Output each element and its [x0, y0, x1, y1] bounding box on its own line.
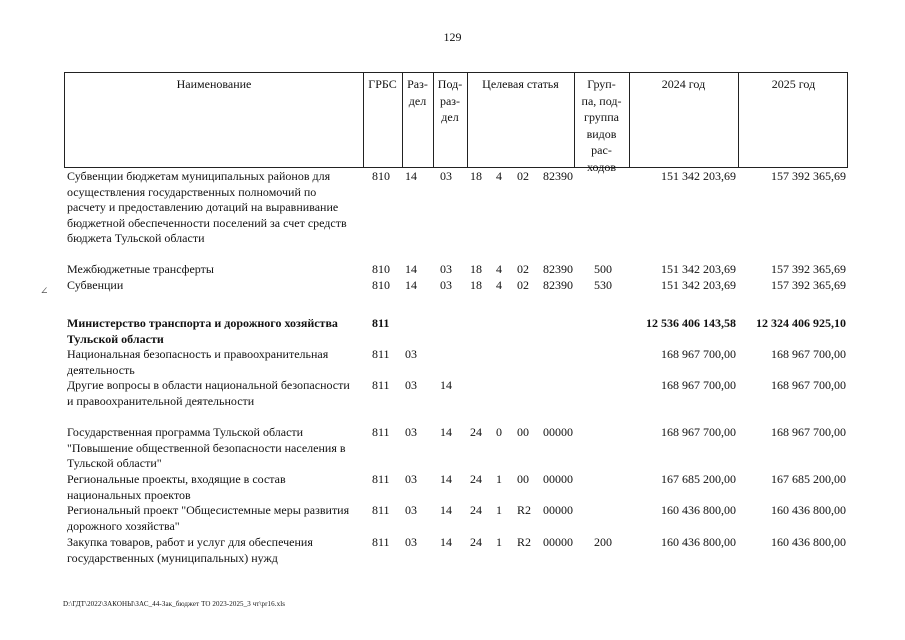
- cell-t3: 02: [517, 262, 529, 276]
- header-podrazdel: Под- раз- дел: [437, 77, 463, 124]
- cell-y2025: 157 392 365,69: [771, 278, 846, 292]
- cell-t2: 4: [496, 169, 502, 183]
- cell-t3: R2: [517, 535, 532, 549]
- cell-razdel: 03: [405, 535, 417, 549]
- cell-t3: 02: [517, 169, 529, 183]
- cell-y2024: 168 967 700,00: [661, 378, 736, 392]
- cell-razdel: 03: [405, 347, 417, 361]
- cell-group: 530: [594, 278, 612, 292]
- row-name: Субвенции: [67, 278, 124, 292]
- cell-grbs: 811: [372, 425, 390, 439]
- cell-t2: 1: [496, 472, 502, 486]
- row-name: Министерство транспорта и дорожного хозяйства Тульской области: [67, 316, 338, 346]
- row-name: Национальная безопасность и правоохранительная деятельность: [67, 347, 329, 377]
- cell-y2024: 168 967 700,00: [661, 425, 736, 439]
- cell-t1: 24: [470, 425, 482, 439]
- cell-group: 200: [594, 535, 612, 549]
- cell-y2025: 168 967 700,00: [771, 347, 846, 361]
- row-name: Межбюджетные трансферты: [67, 262, 214, 276]
- cell-t3: 00: [517, 425, 529, 439]
- cell-y2025: 160 436 800,00: [771, 503, 846, 517]
- cell-y2025: 168 967 700,00: [771, 378, 846, 392]
- cell-podrazdel: 14: [440, 425, 452, 439]
- cell-podrazdel: 14: [440, 472, 452, 486]
- cell-t2: 4: [496, 278, 502, 292]
- cell-t1: 24: [470, 535, 482, 549]
- header-grbs: ГРБС: [368, 77, 397, 91]
- cell-y2025: 157 392 365,69: [771, 169, 846, 183]
- header-razdel: Раз- дел: [407, 77, 428, 108]
- row-name: Субвенции бюджетам муниципальных районов для осуществления государственных полномочий по расчету и предоставлению дотаций на выравнивание бюджетной обеспеченности поселений за счет средств бюджета Тульской области: [67, 169, 347, 245]
- cell-y2025: 168 967 700,00: [771, 425, 846, 439]
- cell-razdel: 03: [405, 472, 417, 486]
- cell-group: 500: [594, 262, 612, 276]
- header-2024: 2024 год: [661, 77, 706, 91]
- cell-t2: 1: [496, 535, 502, 549]
- cell-t3: 02: [517, 278, 529, 292]
- cell-razdel: 14: [405, 169, 417, 183]
- cell-podrazdel: 14: [440, 535, 452, 549]
- cell-podrazdel: 03: [440, 262, 452, 276]
- cell-y2024: 160 436 800,00: [661, 503, 736, 517]
- scan-mark: ∠: [40, 286, 49, 297]
- cell-t3: 00: [517, 472, 529, 486]
- cell-razdel: 03: [405, 378, 417, 392]
- cell-t1: 18: [470, 278, 482, 292]
- file-path-footer: D:\ГДТ\2022\ЗАКОНЫ\ЗАС_44-Зак_бюджет ТО 2023-2025_3 чт\pr16.xls: [63, 600, 286, 608]
- row-name: Региональные проекты, входящие в состав национальных проектов: [67, 472, 286, 502]
- cell-y2024: 151 342 203,69: [661, 169, 736, 183]
- cell-t2: 0: [496, 425, 502, 439]
- cell-t1: 24: [470, 503, 482, 517]
- cell-t2: 4: [496, 262, 502, 276]
- cell-t4: 00000: [543, 425, 573, 439]
- row-name: Закупка товаров, работ и услуг для обеспечения государственных (муниципальных) нужд: [67, 535, 313, 565]
- header-name: Наименование: [176, 77, 252, 91]
- cell-grbs: 811: [372, 535, 390, 549]
- cell-y2025: 12 324 406 925,10: [756, 316, 846, 330]
- cell-y2024: 168 967 700,00: [661, 347, 736, 361]
- cell-y2025: 167 685 200,00: [771, 472, 846, 486]
- cell-grbs: 811: [372, 347, 390, 361]
- cell-podrazdel: 03: [440, 278, 452, 292]
- cell-t1: 18: [470, 169, 482, 183]
- cell-razdel: 03: [405, 503, 417, 517]
- page-number: 129: [443, 30, 462, 44]
- cell-y2024: 151 342 203,69: [661, 262, 736, 276]
- cell-podrazdel: 14: [440, 378, 452, 392]
- header-target-article: Целевая статья: [482, 77, 559, 91]
- cell-t1: 24: [470, 472, 482, 486]
- table-header: [64, 72, 848, 174]
- header-expense-group: Груп- па, под- группа видов рас- ходов: [581, 77, 622, 174]
- cell-t2: 1: [496, 503, 502, 517]
- cell-y2024: 167 685 200,00: [661, 472, 736, 486]
- cell-grbs: 811: [372, 472, 390, 486]
- header-2025: 2025 год: [771, 77, 816, 91]
- cell-grbs: 811: [372, 503, 390, 517]
- cell-grbs: 810: [372, 169, 390, 183]
- cell-t4: 82390: [543, 278, 573, 292]
- row-name: Государственная программа Тульской области "Повышение общественной безопасности населения в Тульской области": [67, 425, 346, 470]
- cell-t4: 00000: [543, 535, 573, 549]
- cell-t4: 82390: [543, 262, 573, 276]
- row-name: Региональный проект "Общесистемные меры развития дорожного хозяйства": [67, 503, 350, 533]
- cell-grbs: 810: [372, 262, 390, 276]
- cell-grbs: 810: [372, 278, 390, 292]
- cell-podrazdel: 03: [440, 169, 452, 183]
- cell-razdel: 14: [405, 262, 417, 276]
- cell-grbs: 811: [372, 316, 390, 330]
- row-name: Другие вопросы в области национальной безопасности и правоохранительной деятельности: [67, 378, 350, 408]
- cell-t4: 00000: [543, 472, 573, 486]
- cell-t4: 00000: [543, 503, 573, 517]
- cell-y2024: 12 536 406 143,58: [646, 316, 736, 330]
- cell-razdel: 03: [405, 425, 417, 439]
- cell-podrazdel: 14: [440, 503, 452, 517]
- cell-y2025: 157 392 365,69: [771, 262, 846, 276]
- cell-y2025: 160 436 800,00: [771, 535, 846, 549]
- cell-razdel: 14: [405, 278, 417, 292]
- cell-t3: R2: [517, 503, 532, 517]
- cell-grbs: 811: [372, 378, 390, 392]
- cell-t1: 18: [470, 262, 482, 276]
- cell-y2024: 151 342 203,69: [661, 278, 736, 292]
- cell-y2024: 160 436 800,00: [661, 535, 736, 549]
- cell-t4: 82390: [543, 169, 573, 183]
